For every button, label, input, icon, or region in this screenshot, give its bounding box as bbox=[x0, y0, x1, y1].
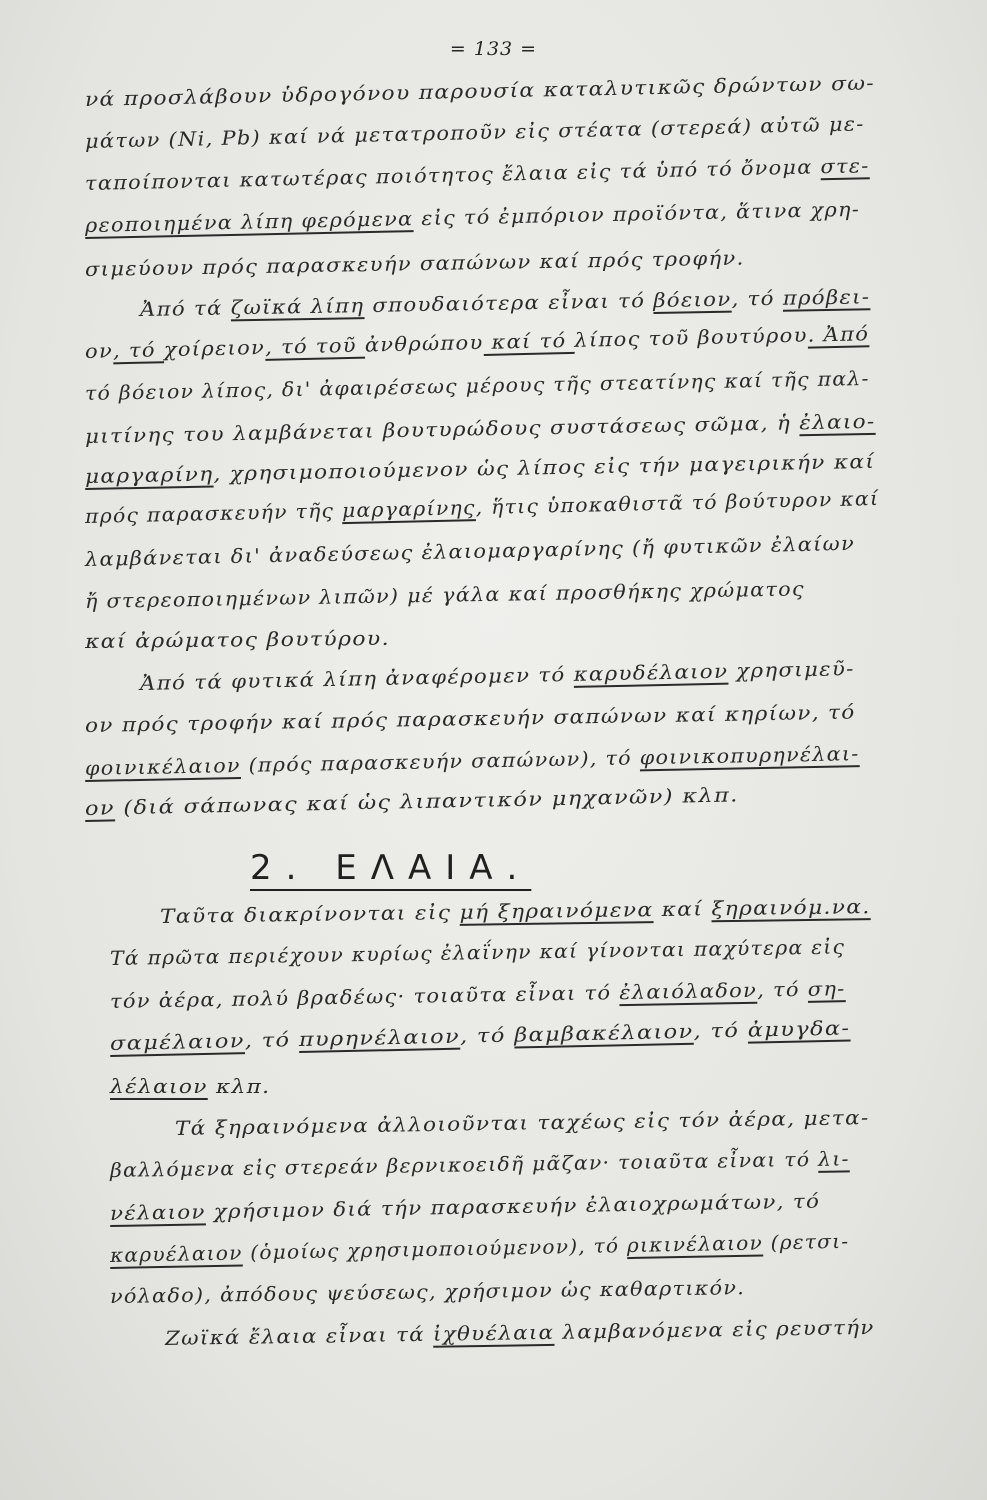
underlined-term: , τό bbox=[112, 338, 165, 363]
text-segment: , τό bbox=[459, 1023, 515, 1048]
underlined-term: φοινικοπυρηνέλαι- bbox=[639, 742, 860, 770]
underlined-term: ἀμυγδα- bbox=[747, 1016, 851, 1042]
underlined-term: . Ἀπό bbox=[807, 322, 870, 347]
text-segment: καί bbox=[653, 897, 712, 922]
underlined-term: νέλαιον bbox=[109, 1200, 206, 1225]
text-line bbox=[140, 657, 855, 695]
text-segment: , τό bbox=[693, 1018, 748, 1043]
underlined-term: μή ξηραινόμενα bbox=[459, 898, 654, 924]
text-line bbox=[110, 977, 846, 1013]
underlined-term: φοινικέλαιον bbox=[84, 754, 241, 780]
text-line bbox=[110, 1075, 270, 1098]
text-line bbox=[85, 783, 739, 820]
section-heading: 2. ΕΛΑΙΑ. bbox=[250, 848, 532, 888]
text-segment: μιτίνης του λαμβάνεται βουτυρώδους συστάσεως σῶμα, ἡ bbox=[84, 411, 800, 448]
text-segment: , τό bbox=[244, 1028, 300, 1053]
text-segment: κλπ. bbox=[207, 1075, 271, 1098]
text-line bbox=[165, 1316, 875, 1350]
underlined-term: καί τό bbox=[483, 328, 575, 354]
text-segment: (ὁμοίως χρησιμοποιούμενον), τό bbox=[242, 1234, 628, 1265]
text-segment: εἰς τό ἐμπόριον προϊόντα, ἅτινα χρη- bbox=[413, 197, 861, 231]
underlined-term: ζωϊκά λίπη bbox=[230, 294, 365, 320]
text-segment: τόν ἀέρα, πολύ βραδέως· τοιαῦτα εἶναι τό bbox=[109, 981, 620, 1013]
text-line bbox=[110, 1016, 851, 1055]
text-segment: ἀνθρώπου bbox=[364, 330, 484, 357]
text-line bbox=[85, 154, 870, 195]
text-segment: ον bbox=[84, 339, 114, 363]
underlined-term: ἐλαιο- bbox=[799, 409, 876, 435]
text-line bbox=[85, 367, 870, 405]
text-segment: λίπος τοῦ βουτύρου bbox=[574, 323, 808, 352]
page-number: = 133 = bbox=[449, 38, 538, 60]
underlined-term: ση- bbox=[807, 977, 846, 1001]
text-line bbox=[85, 246, 745, 281]
text-line bbox=[85, 742, 860, 780]
text-segment: , τό bbox=[756, 977, 808, 1002]
underlined-term: βαμβακέλαιον bbox=[513, 1019, 694, 1047]
text-line bbox=[110, 1230, 850, 1267]
underlined-term: , τό τοῦ bbox=[264, 333, 366, 359]
text-segment: ἤ στερεοποιημένων λιπῶν) μέ γάλα καί προσθήκης χρώματος bbox=[84, 577, 805, 613]
text-line bbox=[85, 577, 805, 613]
underlined-term: πρόβει- bbox=[782, 285, 871, 310]
text-line bbox=[160, 895, 871, 928]
text-line bbox=[140, 285, 871, 321]
underlined-term: ξηραινόμ.να. bbox=[711, 895, 871, 921]
text-segment: Ἀπό τά bbox=[139, 296, 231, 321]
text-segment: Ἀπό τά φυτικά λίπη ἀναφέρομεν τό bbox=[139, 662, 574, 695]
text-line bbox=[85, 450, 876, 488]
text-segment: νά προσλάβουν ὑδρογόνου παρουσία καταλυτικῶς δρώντων σω- bbox=[84, 71, 876, 111]
underlined-term: βόειον bbox=[653, 287, 732, 313]
underlined-term: σαμέλαιον bbox=[109, 1029, 245, 1055]
underlined-term: ἰχθυέλαια bbox=[432, 1320, 555, 1346]
text-segment: (πρός παρασκευήν σαπώνων), τό bbox=[240, 746, 640, 778]
text-line bbox=[85, 71, 875, 111]
underlined-term: λι- bbox=[817, 1147, 850, 1171]
text-segment: (ρετσι- bbox=[762, 1229, 850, 1255]
text-line bbox=[110, 1190, 821, 1225]
underlined-term: ἐλαιόλαδον bbox=[619, 978, 758, 1005]
text-segment: χοίρειον bbox=[163, 335, 266, 362]
text-line bbox=[85, 410, 876, 448]
text-segment: σιμεύουν πρός παρασκευήν σαπώνων καί πρός τροφήν. bbox=[84, 246, 745, 281]
text-line bbox=[85, 487, 880, 528]
underlined-term: στε- bbox=[820, 154, 870, 179]
text-line bbox=[110, 1276, 745, 1308]
text-line bbox=[85, 198, 861, 237]
underlined-term: λέλαιον bbox=[110, 1075, 208, 1098]
text-line bbox=[110, 935, 846, 970]
underlined-term: ον bbox=[84, 796, 116, 820]
text-line bbox=[85, 627, 390, 653]
text-line bbox=[175, 1106, 870, 1140]
text-segment: , ἥτις ὑποκαθιστᾶ τό βούτυρον καί bbox=[475, 486, 880, 520]
text-segment: σπουδαιότερα εἶναι τό bbox=[364, 289, 654, 318]
underlined-term: καρυέλαιον bbox=[109, 1241, 243, 1267]
text-segment: Τά πρῶτα περιέχουν κυρίως ἐλαΐνην καί γίνονται παχύτερα εἰς bbox=[109, 935, 846, 970]
underlined-term: μαργαρίνη bbox=[84, 462, 214, 488]
underlined-term: καρυδέλαιον bbox=[573, 659, 729, 686]
text-segment: Ταῦτα διακρίνονται εἰς bbox=[159, 900, 460, 928]
text-line bbox=[85, 701, 856, 737]
text-segment: καί ἀρώματος βουτύρου. bbox=[84, 626, 390, 653]
underlined-term: μαργαρίνης bbox=[341, 496, 476, 523]
text-segment: χρησιμεῦ- bbox=[727, 657, 855, 683]
text-segment: , τό bbox=[731, 286, 783, 311]
text-segment: Τά ξηραινόμενα ἀλλοιοῦνται ταχέως εἰς τόν ἀέρα, μετα- bbox=[174, 1106, 870, 1140]
underlined-term: ρεοποιημένα λίπη φερόμενα bbox=[84, 207, 414, 237]
text-segment: ον πρός τροφήν καί πρός παρασκευήν σαπώνων καί κηρίων, τό bbox=[84, 700, 856, 737]
text-segment: Ζωϊκά ἔλαια εἶναι τά bbox=[164, 1322, 434, 1350]
text-segment: ταποίπονται κατωτέρας ποιότητος ἔλαια εἰς τά ὑπό τό ὄνομα bbox=[84, 155, 821, 195]
text-line bbox=[85, 532, 855, 571]
text-segment: λαμβάνεται δι' ἀναδεύσεως ἐλαιομαργαρίνης (ἤ φυτικῶν ἐλαίων bbox=[84, 531, 856, 571]
text-segment: , χρησιμοποιούμενον ὡς λίπος εἰς τήν μαγειρικήν καί bbox=[213, 449, 876, 486]
text-segment: (διά σάπωνας καί ὡς λιπαντικόν μηχανῶν) κλπ. bbox=[114, 783, 739, 820]
text-line bbox=[85, 112, 865, 153]
text-segment: χρήσιμον διά τήν παρασκευήν ἐλαιοχρωμάτων, τό bbox=[205, 1189, 821, 1224]
text-segment: νόλαδο), ἀπόδους ψεύσεως, χρήσιμον ὡς καθαρτικόν. bbox=[109, 1276, 746, 1308]
text-segment: λαμβανόμενα εἰς ρευστήν bbox=[554, 1315, 875, 1344]
text-line bbox=[110, 1147, 850, 1182]
text-segment: βαλλόμενα εἰς στερεάν βερνικοειδῆ μᾶζαν· τοιαῦτα εἶναι τό bbox=[109, 1147, 819, 1182]
underlined-term: πυρηνέλαιον bbox=[298, 1024, 461, 1052]
text-segment: μάτων (Νi, Pb) καί νά μετατροποῦν εἰς στέατα (στερεά) αὐτῶ με- bbox=[84, 112, 865, 153]
text-line bbox=[85, 322, 870, 363]
text-segment: πρός παρασκευήν τῆς bbox=[84, 499, 343, 528]
text-segment: τό βόειον λίπος, δι' ἀφαιρέσεως μέρους τῆς στεατίνης καί τῆς παλ- bbox=[84, 366, 870, 405]
underlined-term: ρικινέλαιον bbox=[626, 1231, 764, 1258]
